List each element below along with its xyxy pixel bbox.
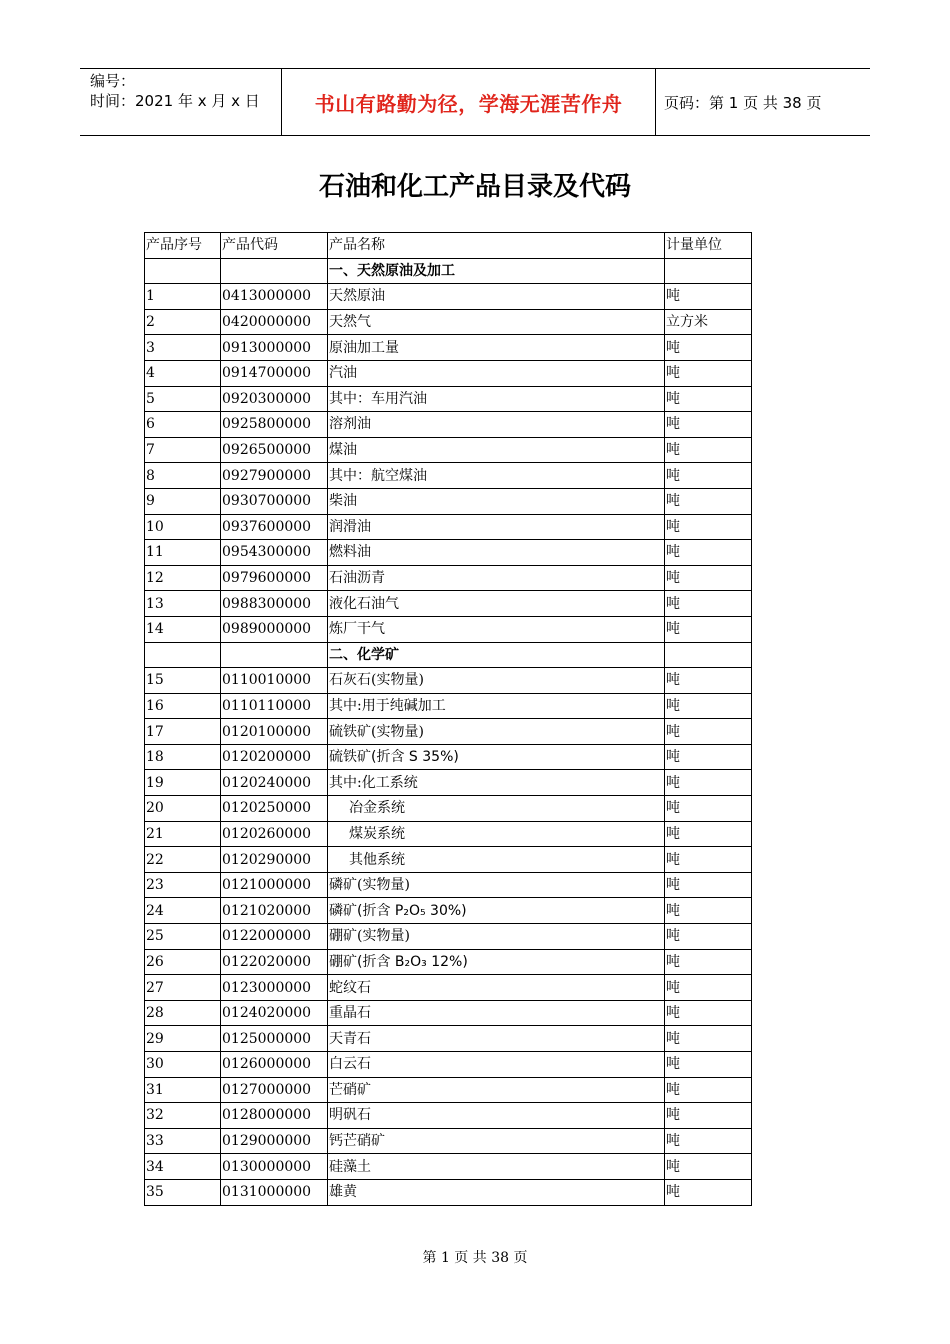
header-cell-name: 产品名称	[328, 233, 665, 259]
unit-cell: 吨	[665, 949, 752, 975]
product-name-cell: 一、天然原油及加工	[328, 258, 665, 284]
product-name-cell: 原油加工量	[328, 335, 665, 361]
page-footer: 第 1 页 共 38 页	[422, 1250, 528, 1266]
unit-cell: 吨	[665, 1128, 752, 1154]
row-number-cell: 18	[145, 744, 221, 770]
product-code-cell: 0110110000	[221, 693, 328, 719]
unit-cell: 吨	[665, 1000, 752, 1026]
product-catalog-table	[144, 232, 752, 1206]
product-code-cell: 0930700000	[221, 488, 328, 514]
unit-cell: 吨	[665, 975, 752, 1001]
product-code-cell: 0131000000	[221, 1179, 328, 1205]
table-body	[145, 258, 752, 1205]
row-number-cell: 1	[145, 284, 221, 310]
row-number-cell: 14	[145, 616, 221, 642]
table-header-row	[145, 233, 752, 259]
unit-cell: 吨	[665, 821, 752, 847]
row-number-cell: 27	[145, 975, 221, 1001]
table-row	[145, 335, 752, 361]
row-number-cell: 25	[145, 924, 221, 950]
unit-cell: 吨	[665, 1077, 752, 1103]
row-number-cell: 3	[145, 335, 221, 361]
product-code-cell: 0121020000	[221, 898, 328, 924]
unit-cell: 吨	[665, 770, 752, 796]
row-number-cell: 15	[145, 668, 221, 694]
table-row	[145, 309, 752, 335]
product-name-cell: 重晶石	[328, 1000, 665, 1026]
product-name-cell: 钙芒硝矿	[328, 1128, 665, 1154]
document-title: 石油和化工产品目录及代码	[318, 172, 631, 202]
product-name-cell: 明矾石	[328, 1103, 665, 1129]
unit-cell: 吨	[665, 1179, 752, 1205]
product-code-cell: 0120290000	[221, 847, 328, 873]
table-row	[145, 565, 752, 591]
row-number-cell: 35	[145, 1179, 221, 1205]
unit-cell: 吨	[665, 1026, 752, 1052]
row-number-cell	[145, 642, 221, 668]
header-meta	[80, 69, 281, 135]
unit-cell: 吨	[665, 514, 752, 540]
product-code-cell: 0127000000	[221, 1077, 328, 1103]
product-name-cell: 汽油	[328, 360, 665, 386]
product-code-cell: 0989000000	[221, 616, 328, 642]
product-code-cell: 0920300000	[221, 386, 328, 412]
row-number-cell: 16	[145, 693, 221, 719]
product-name-cell: 硅藻土	[328, 1154, 665, 1180]
table-row	[145, 1026, 752, 1052]
product-code-cell: 0120240000	[221, 770, 328, 796]
product-name-cell: 其中：车用汽油	[328, 386, 665, 412]
table-row	[145, 540, 752, 566]
unit-cell: 立方米	[665, 309, 752, 335]
unit-cell: 吨	[665, 1154, 752, 1180]
row-number-cell: 23	[145, 872, 221, 898]
unit-cell: 吨	[665, 847, 752, 873]
table-row	[145, 360, 752, 386]
unit-cell: 吨	[665, 1103, 752, 1129]
unit-cell: 吨	[665, 284, 752, 310]
unit-cell: 吨	[665, 898, 752, 924]
product-code-cell: 0130000000	[221, 1154, 328, 1180]
table-row	[145, 1052, 752, 1078]
row-number-cell: 2	[145, 309, 221, 335]
unit-cell: 吨	[665, 412, 752, 438]
unit-cell: 吨	[665, 668, 752, 694]
unit-cell: 吨	[665, 872, 752, 898]
product-name-cell: 其中：航空煤油	[328, 463, 665, 489]
row-number-cell	[145, 258, 221, 284]
product-name-cell: 其他系统	[328, 847, 665, 873]
row-number-cell: 21	[145, 821, 221, 847]
row-number-cell: 11	[145, 540, 221, 566]
table-row	[145, 821, 752, 847]
product-name-cell: 蛇纹石	[328, 975, 665, 1001]
product-name-cell: 雄黄	[328, 1179, 665, 1205]
product-name-cell: 硼矿(折含 B₂O₃ 12%)	[328, 949, 665, 975]
unit-cell	[665, 642, 752, 668]
header-motto: 书山有路勤为径，学海无涯苦作舟	[281, 69, 656, 135]
product-name-cell: 煤油	[328, 437, 665, 463]
product-code-cell: 0121000000	[221, 872, 328, 898]
product-code-cell: 0925800000	[221, 412, 328, 438]
page-header	[80, 68, 870, 136]
product-name-cell: 冶金系统	[328, 796, 665, 822]
unit-cell: 吨	[665, 488, 752, 514]
row-number-cell: 20	[145, 796, 221, 822]
row-number-cell: 13	[145, 591, 221, 617]
unit-cell: 吨	[665, 719, 752, 745]
table-row	[145, 1000, 752, 1026]
row-number-cell: 7	[145, 437, 221, 463]
product-code-cell: 0979600000	[221, 565, 328, 591]
product-code-cell: 0124020000	[221, 1000, 328, 1026]
product-code-cell	[221, 258, 328, 284]
table-row	[145, 668, 752, 694]
unit-cell: 吨	[665, 565, 752, 591]
table-row	[145, 284, 752, 310]
product-name-cell: 天青石	[328, 1026, 665, 1052]
row-number-cell: 19	[145, 770, 221, 796]
product-code-cell: 0120260000	[221, 821, 328, 847]
product-code-cell: 0122020000	[221, 949, 328, 975]
unit-cell	[665, 258, 752, 284]
header-cell-unit: 计量单位	[665, 233, 752, 259]
table-row	[145, 437, 752, 463]
row-number-cell: 26	[145, 949, 221, 975]
product-name-cell: 天然气	[328, 309, 665, 335]
table-row	[145, 949, 752, 975]
row-number-cell: 5	[145, 386, 221, 412]
row-number-cell: 4	[145, 360, 221, 386]
product-code-cell: 0954300000	[221, 540, 328, 566]
table-row	[145, 616, 752, 642]
table-row	[145, 796, 752, 822]
table-row	[145, 693, 752, 719]
unit-cell: 吨	[665, 437, 752, 463]
product-code-cell: 0914700000	[221, 360, 328, 386]
product-code-cell: 0123000000	[221, 975, 328, 1001]
unit-cell: 吨	[665, 796, 752, 822]
product-name-cell: 其中:用于纯碱加工	[328, 693, 665, 719]
table-row	[145, 1103, 752, 1129]
table-row	[145, 1154, 752, 1180]
row-number-cell: 28	[145, 1000, 221, 1026]
row-number-cell: 22	[145, 847, 221, 873]
table-row	[145, 898, 752, 924]
row-number-cell: 34	[145, 1154, 221, 1180]
table-row	[145, 770, 752, 796]
table-row	[145, 1077, 752, 1103]
table-row	[145, 719, 752, 745]
header-cell-no: 产品序号	[145, 233, 221, 259]
row-number-cell: 33	[145, 1128, 221, 1154]
unit-cell: 吨	[665, 335, 752, 361]
time-label: 时间：2021 年 x 月 x 日	[90, 92, 260, 110]
table-row	[145, 463, 752, 489]
product-name-cell: 石油沥青	[328, 565, 665, 591]
product-code-cell: 0988300000	[221, 591, 328, 617]
row-number-cell: 6	[145, 412, 221, 438]
product-name-cell: 硼矿(实物量)	[328, 924, 665, 950]
unit-cell: 吨	[665, 360, 752, 386]
table-row	[145, 744, 752, 770]
product-code-cell: 0125000000	[221, 1026, 328, 1052]
section-row	[145, 642, 752, 668]
table-row	[145, 488, 752, 514]
unit-cell: 吨	[665, 744, 752, 770]
table-row	[145, 975, 752, 1001]
unit-cell: 吨	[665, 1052, 752, 1078]
header-cell-code: 产品代码	[221, 233, 328, 259]
table-row	[145, 847, 752, 873]
table-row	[145, 412, 752, 438]
product-code-cell: 0927900000	[221, 463, 328, 489]
product-code-cell: 0129000000	[221, 1128, 328, 1154]
product-code-cell: 0937600000	[221, 514, 328, 540]
header-page-info: 页码：第 1 页 共 38 页	[664, 93, 822, 112]
product-code-cell: 0126000000	[221, 1052, 328, 1078]
product-code-cell: 0413000000	[221, 284, 328, 310]
section-row	[145, 258, 752, 284]
product-name-cell: 液化石油气	[328, 591, 665, 617]
table-row	[145, 591, 752, 617]
unit-cell: 吨	[665, 591, 752, 617]
row-number-cell: 17	[145, 719, 221, 745]
row-number-cell: 10	[145, 514, 221, 540]
product-name-cell: 炼厂干气	[328, 616, 665, 642]
row-number-cell: 9	[145, 488, 221, 514]
product-name-cell: 燃料油	[328, 540, 665, 566]
unit-cell: 吨	[665, 693, 752, 719]
table-row	[145, 386, 752, 412]
product-name-cell: 磷矿(实物量)	[328, 872, 665, 898]
table-row	[145, 872, 752, 898]
product-name-cell: 柴油	[328, 488, 665, 514]
table-row	[145, 1128, 752, 1154]
product-name-cell: 润滑油	[328, 514, 665, 540]
product-name-cell: 硫铁矿(实物量)	[328, 719, 665, 745]
table-row	[145, 1179, 752, 1205]
product-code-cell: 0128000000	[221, 1103, 328, 1129]
product-name-cell: 白云石	[328, 1052, 665, 1078]
product-name-cell: 硫铁矿(折含 S 35%)	[328, 744, 665, 770]
row-number-cell: 31	[145, 1077, 221, 1103]
table-row	[145, 924, 752, 950]
product-code-cell	[221, 642, 328, 668]
unit-cell: 吨	[665, 386, 752, 412]
product-name-cell: 磷矿(折含 P₂O₅ 30%)	[328, 898, 665, 924]
product-code-cell: 0120100000	[221, 719, 328, 745]
product-name-cell: 煤炭系统	[328, 821, 665, 847]
row-number-cell: 8	[145, 463, 221, 489]
product-name-cell: 其中:化工系统	[328, 770, 665, 796]
table-row	[145, 514, 752, 540]
product-code-cell: 0913000000	[221, 335, 328, 361]
row-number-cell: 30	[145, 1052, 221, 1078]
product-code-cell: 0110010000	[221, 668, 328, 694]
unit-cell: 吨	[665, 540, 752, 566]
number-label: 编号：	[90, 72, 136, 90]
row-number-cell: 29	[145, 1026, 221, 1052]
product-code-cell: 0120250000	[221, 796, 328, 822]
product-name-cell: 芒硝矿	[328, 1077, 665, 1103]
row-number-cell: 32	[145, 1103, 221, 1129]
row-number-cell: 24	[145, 898, 221, 924]
product-code-cell: 0420000000	[221, 309, 328, 335]
product-name-cell: 石灰石(实物量)	[328, 668, 665, 694]
product-code-cell: 0120200000	[221, 744, 328, 770]
product-code-cell: 0926500000	[221, 437, 328, 463]
unit-cell: 吨	[665, 463, 752, 489]
unit-cell: 吨	[665, 616, 752, 642]
product-code-cell: 0122000000	[221, 924, 328, 950]
product-name-cell: 天然原油	[328, 284, 665, 310]
product-name-cell: 溶剂油	[328, 412, 665, 438]
unit-cell: 吨	[665, 924, 752, 950]
product-name-cell: 二、化学矿	[328, 642, 665, 668]
row-number-cell: 12	[145, 565, 221, 591]
